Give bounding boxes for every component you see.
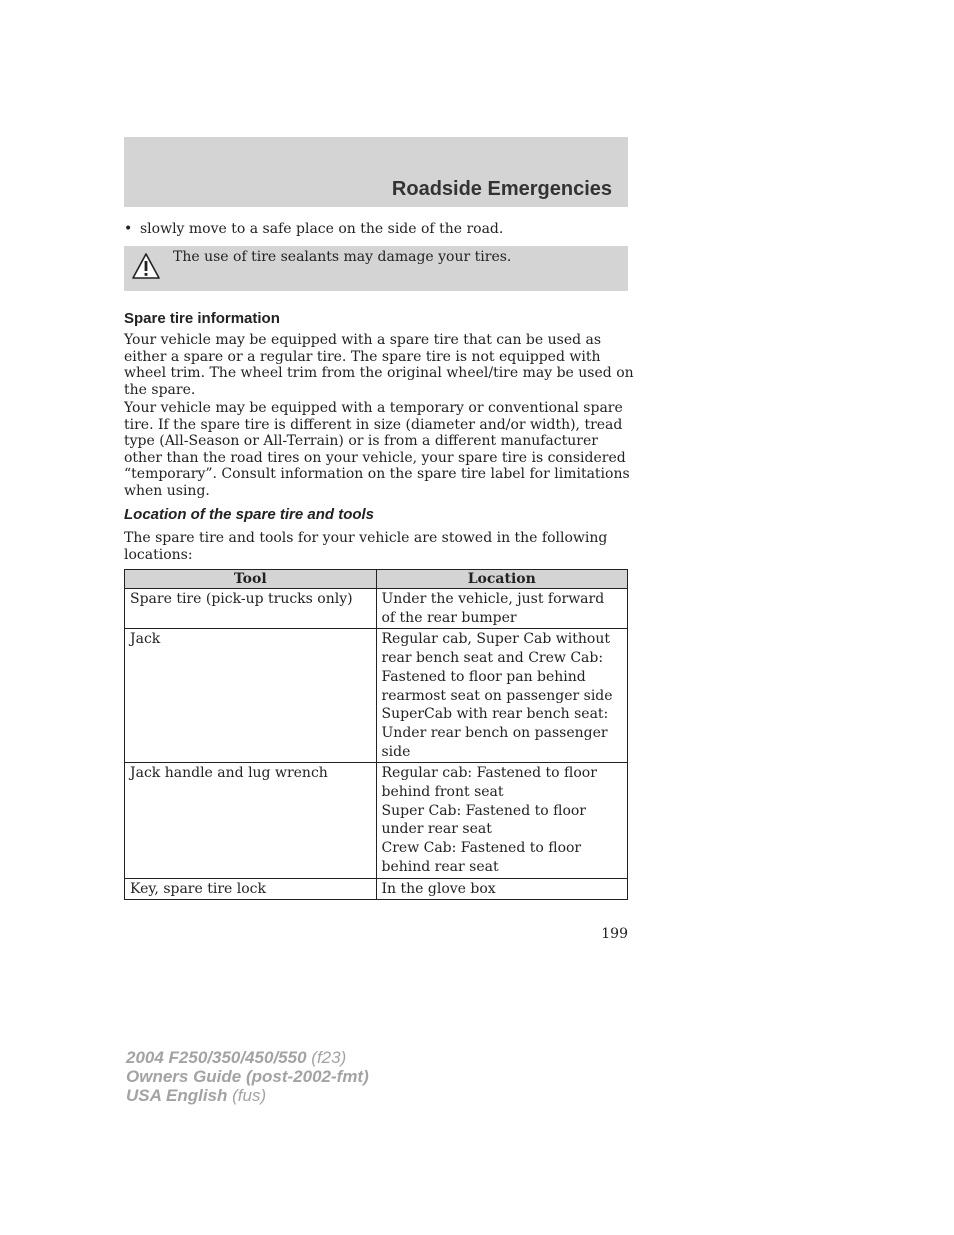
table-row: [125, 589, 628, 629]
warning-box: [124, 246, 628, 291]
page-number: 199: [601, 926, 628, 942]
section-header-band: [124, 137, 628, 207]
footer-language: USA English: [126, 1086, 228, 1105]
table-cell-tool: Spare tire (pick-up trucks only): [125, 589, 377, 629]
footer-model-code: (f23): [311, 1048, 347, 1067]
heading-location-spare-tire-tools: Location of the spare tire and tools: [124, 506, 375, 523]
location-line: Crew Cab: Fastened to floor behind rear seat: [381, 840, 582, 875]
table-cell-location: [376, 629, 628, 763]
paragraph-spare-tire-1: Your vehicle may be equipped with a spare tire that can be used as either a spare or a regular tire. The spare tire is not equipped with wheel trim. The wheel trim from the original wheel/tire may be used on the spare.: [124, 332, 634, 398]
document-footer: [126, 1048, 369, 1105]
table-row: [125, 763, 628, 878]
location-line: In the glove box: [381, 880, 496, 897]
bullet-dot-icon: •: [124, 221, 133, 237]
table-cell-tool: Key, spare tire lock: [125, 878, 377, 900]
section-title: Roadside Emergencies: [391, 178, 612, 200]
table-cell-location: [376, 763, 628, 878]
location-line: Regular cab, Super Cab without rear bench seat and Crew Cab: Fastened to floor pan behind rearmost seat on passenger side: [381, 631, 613, 704]
location-line: Under the vehicle, just forward of the rear bumper: [381, 591, 605, 626]
table-header-row: [125, 570, 628, 589]
paragraph-spare-tire-2: Your vehicle may be equipped with a temporary or conventional spare tire. If the spare tire is different in size (diameter and/or width), tread type (All-Season or All-Terrain) or is from a different manufacturer other than the road tires on your vehicle, your spare tire is considered “temporary”. Consult information on the spare tire label for limitations when using.: [124, 400, 630, 499]
tools-location-table: [124, 569, 628, 900]
table-row: [125, 629, 628, 763]
table-header-location: Location: [376, 570, 628, 589]
footer-language-code: (fus): [232, 1086, 267, 1105]
footer-guide: Owners Guide (post-2002-fmt): [126, 1067, 369, 1086]
footer-model: 2004 F250/350/450/550: [126, 1048, 307, 1067]
bullet-item: [124, 221, 628, 238]
table-cell-location: [376, 878, 628, 900]
table-cell-location: [376, 589, 628, 629]
paragraph-location-intro: The spare tire and tools for your vehicle are stowed in the following locations:: [124, 530, 608, 563]
table-row: [125, 878, 628, 900]
location-line: Regular cab: Fastened to floor behind front seat: [381, 765, 597, 801]
table-header-tool: Tool: [125, 570, 377, 589]
table-cell-tool: Jack: [125, 629, 377, 763]
table-cell-tool: Jack handle and lug wrench: [125, 763, 377, 878]
bullet-text: slowly move to a safe place on the side of the road.: [140, 221, 504, 237]
heading-spare-tire-information: Spare tire information: [124, 310, 280, 327]
location-line: SuperCab with rear bench seat: Under rear bench on passenger side: [381, 706, 609, 760]
location-line: Super Cab: Fastened to floor under rear seat: [381, 802, 586, 838]
warning-triangle-icon: [131, 252, 161, 280]
warning-text: The use of tire sealants may damage your tires.: [173, 249, 512, 265]
